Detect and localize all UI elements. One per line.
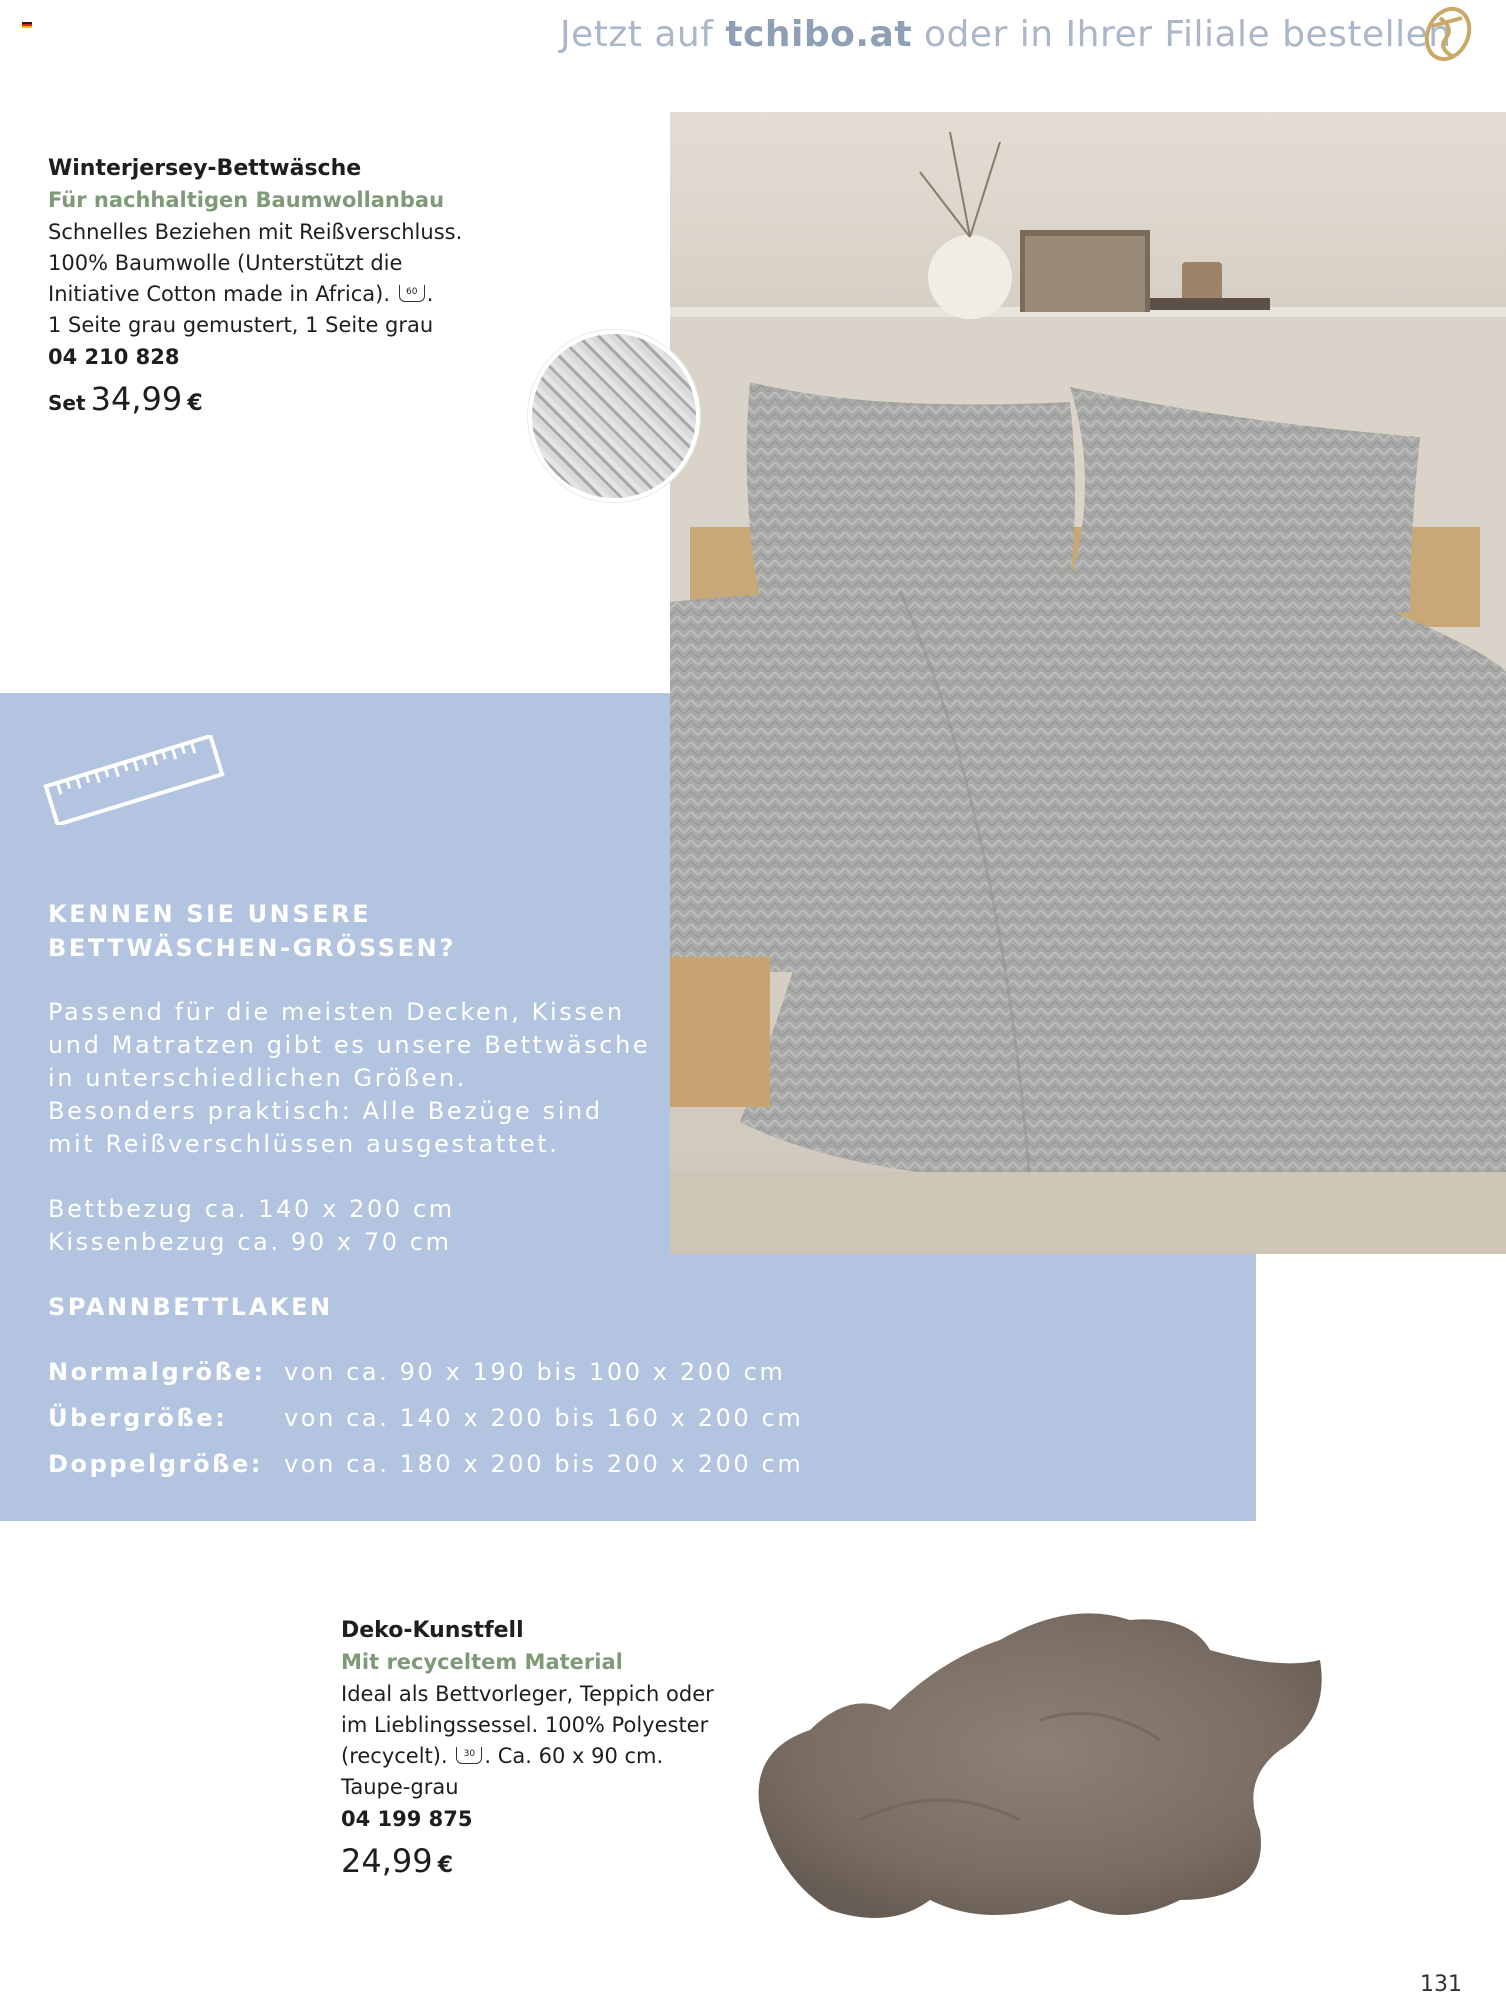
panel-body-line1: Passend für die meisten Decken, Kissen: [48, 998, 625, 1026]
size-row-value: von ca. 140 x 200 bis 160 x 200 cm: [284, 1404, 804, 1432]
header-prefix: Jetzt auf: [560, 14, 726, 55]
product1-price-prefix: Set: [48, 391, 86, 415]
panel-body-line2: und Matratzen gibt es unsere Bettwäsche: [48, 1031, 651, 1059]
product2-desc-line3b: . Ca. 60 x 90 cm.: [484, 1744, 664, 1768]
wash-symbol-icon: 60: [399, 285, 425, 302]
product1-desc-line3: [48, 282, 433, 306]
fabric-swatch: [528, 330, 700, 502]
size-row-label: Doppelgröße:: [48, 1450, 264, 1478]
wash-symbol-icon: 30: [456, 1747, 482, 1764]
product1-price: [48, 380, 203, 418]
product2-price: [341, 1842, 453, 1880]
panel-heading-line2: BETTWÄSCHEN-GRÖSSEN?: [48, 934, 456, 962]
bed-illustration: [670, 112, 1506, 1254]
ruler-icon: [40, 735, 230, 825]
product2-price-value: 24,99: [341, 1842, 433, 1880]
german-flag-icon: [22, 22, 32, 28]
product1-desc-line3b: .: [426, 282, 434, 306]
product2-desc-line3a: (recycelt).: [341, 1744, 448, 1768]
panel-body-line4: Besonders praktisch: Alle Bezüge sind: [48, 1097, 603, 1125]
bedroom-photo: [670, 112, 1506, 1254]
product2-title: Deko-Kunstfell: [341, 1618, 524, 1643]
tchibo-bean-logo-icon: [1418, 4, 1478, 64]
size-row-label: Normalgröße:: [48, 1358, 266, 1386]
product1-price-value: 34,99: [90, 380, 183, 418]
page-number: 131: [1420, 1972, 1462, 1997]
product2-desc-line2: im Lieblingssessel. 100% Polyester: [341, 1713, 709, 1737]
product1-title: Winterjersey-Bettwäsche: [48, 156, 362, 181]
header-order-text: [560, 14, 1452, 55]
panel-heading-line1: KENNEN SIE UNSERE: [48, 900, 372, 928]
product1-desc-line2: 100% Baumwolle (Unterstützt die: [48, 251, 403, 275]
size-row-value: von ca. 90 x 190 bis 100 x 200 cm: [284, 1358, 786, 1386]
product2-currency: €: [437, 1853, 454, 1878]
product1-currency: €: [187, 391, 203, 416]
size-row-value: von ca. 180 x 200 bis 200 x 200 cm: [284, 1450, 804, 1478]
product2-desc-line3: [341, 1744, 663, 1768]
size-row-label: Übergröße:: [48, 1404, 228, 1432]
product1-article-number: 04 210 828: [48, 345, 180, 369]
panel-body-line3: in unterschiedlichen Größen.: [48, 1064, 468, 1092]
product1-desc-line1: Schnelles Beziehen mit Reißverschluss.: [48, 220, 463, 244]
vase: [928, 235, 1012, 319]
product2-desc-line1: Ideal als Bettvorleger, Teppich oder: [341, 1682, 714, 1706]
header-suffix: oder in Ihrer Filiale bestellen: [912, 14, 1452, 55]
floor: [670, 1172, 1506, 1254]
header-site-link[interactable]: tchibo.at: [725, 14, 913, 55]
product1-desc-line3a: Initiative Cotton made in Africa).: [48, 282, 391, 306]
product2-subtitle: Mit recyceltem Material: [341, 1650, 623, 1674]
product2-desc-line4: Taupe-grau: [341, 1775, 459, 1799]
product1-desc-line4: 1 Seite grau gemustert, 1 Seite grau: [48, 313, 434, 337]
panel-body-line5: mit Reißverschlüssen ausgestattet.: [48, 1130, 560, 1158]
faux-fur-rug-image: [740, 1600, 1340, 1940]
pillow-left: [747, 382, 1075, 602]
fitted-sheet-heading: SPANNBETTLAKEN: [48, 1293, 333, 1321]
product1-subtitle: Für nachhaltigen Baumwollanbau: [48, 188, 445, 212]
duvet-size: Bettbezug ca. 140 x 200 cm: [48, 1195, 455, 1223]
pillow-size: Kissenbezug ca. 90 x 70 cm: [48, 1228, 452, 1256]
product2-article-number: 04 199 875: [341, 1807, 473, 1831]
